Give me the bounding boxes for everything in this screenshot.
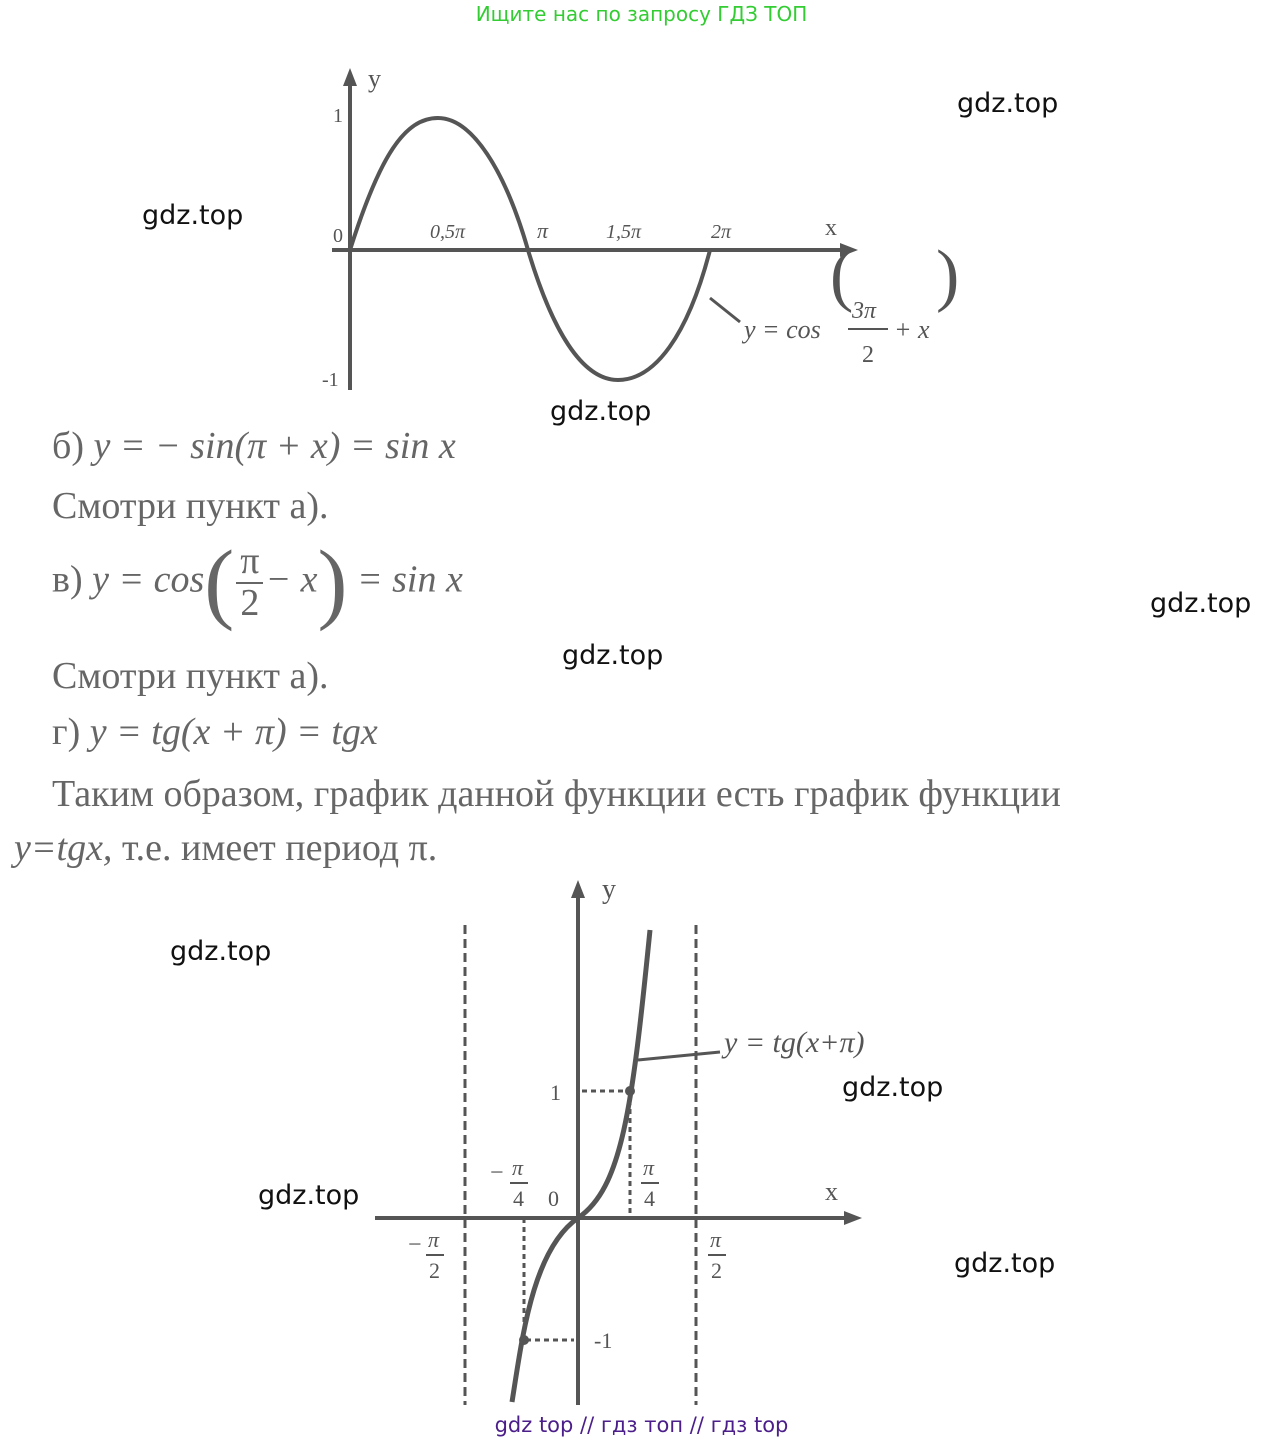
- tick-minus-pi-over-4: [490, 1155, 528, 1211]
- den-label: 4: [513, 1186, 524, 1211]
- den-label: 2: [429, 1258, 440, 1283]
- y-tick-minus-1: -1: [322, 369, 339, 391]
- top-banner[interactable]: Ищите нас по запросу ГДЗ ТОП: [475, 2, 808, 26]
- watermark: gdz.top: [170, 936, 272, 967]
- origin-label: 0: [333, 225, 343, 247]
- item-v-note: Смотри пункт а).: [52, 655, 329, 697]
- curve-label-suffix: + x: [894, 315, 930, 344]
- item-b-marker: б): [52, 425, 84, 467]
- watermark: gdz.top: [258, 1180, 360, 1211]
- watermark: gdz.top: [954, 1248, 1056, 1279]
- conclusion-math: y=tgx,: [14, 827, 113, 869]
- svg-text:(: (: [830, 237, 854, 314]
- x-tick-label: π: [537, 218, 549, 243]
- x-tick-label: 2π: [711, 221, 732, 243]
- svg-text:): ): [936, 237, 960, 314]
- curve-label-den: 2: [862, 342, 874, 368]
- item-b-formula: y = − sin(π + x) = sin x: [93, 425, 456, 467]
- pi-label: π: [643, 1155, 655, 1180]
- pi-label: π: [710, 1227, 722, 1252]
- item-g-formula: y = tg(x + π) = tgx: [89, 711, 378, 753]
- conclusion-line-1: Таким образом, график данной функции есть график функции: [52, 773, 1061, 815]
- watermark: gdz.top: [550, 396, 652, 427]
- item-b-note: Смотри пункт а).: [52, 485, 329, 527]
- item-b: [52, 424, 456, 468]
- watermark: gdz.top: [957, 88, 1059, 119]
- curve-label-num: 3π: [852, 298, 877, 324]
- conclusion-line-2: [14, 826, 437, 870]
- tangent-curve-label: y = tg(x+π): [724, 1026, 865, 1059]
- pi-label: π: [428, 1227, 440, 1252]
- den-label: 4: [644, 1186, 655, 1211]
- den-label: 2: [711, 1258, 722, 1283]
- tangent-graph: [360, 870, 920, 1410]
- y-tick-1: 1: [550, 1080, 561, 1105]
- curve-label-prefix: y = cos: [744, 315, 821, 344]
- bottom-bar[interactable]: gdz top // гдз топ // гдз top: [494, 1413, 789, 1437]
- item-v-den: 2: [240, 582, 260, 624]
- x-axis-label: x: [825, 1177, 838, 1206]
- watermark: gdz.top: [562, 640, 664, 671]
- x-axis-arrow: [844, 1211, 862, 1225]
- y-tick-1: 1: [333, 105, 343, 127]
- origin-label: 0: [548, 1186, 559, 1211]
- y-axis-label: y: [368, 64, 381, 93]
- item-v-formula-pre: y = cos: [92, 558, 205, 601]
- y-tick-minus-1: -1: [594, 1328, 613, 1353]
- cosine-graph: [300, 60, 980, 400]
- watermark: gdz.top: [842, 1072, 944, 1103]
- watermark: gdz.top: [1150, 588, 1252, 619]
- curve-pointer: [710, 298, 740, 322]
- watermark: gdz.top: [142, 200, 244, 231]
- pi-label: π: [512, 1155, 524, 1180]
- x-axis-label: x: [825, 215, 837, 241]
- conclusion-text: т.е. имеет период π.: [121, 827, 438, 869]
- curve-pointer: [638, 1052, 720, 1060]
- y-axis-label: y: [602, 874, 616, 905]
- x-tick-label: 0,5π: [430, 221, 466, 243]
- item-v-num: π: [236, 542, 263, 584]
- item-v: в) y = cos( $\frac{\pi}{2}$ − x) = sin x: [52, 533, 463, 632]
- tick-minus-pi-over-2: [408, 1227, 444, 1283]
- point-pi4-1: [625, 1086, 635, 1096]
- item-g: [52, 710, 378, 754]
- item-g-marker: г): [52, 711, 81, 753]
- item-v-marker: в): [52, 558, 83, 601]
- minus-sign: −: [490, 1160, 504, 1186]
- point-mpi4-m1: [519, 1335, 529, 1345]
- y-axis-arrow: [571, 880, 585, 898]
- item-v-formula-post: = sin x: [356, 558, 463, 601]
- item-v-formula-mid: − x: [265, 558, 318, 601]
- x-tick-label: 1,5π: [606, 221, 642, 243]
- curve-label: [741, 237, 959, 368]
- tick-pi-over-4: [641, 1155, 659, 1211]
- minus-sign: −: [408, 1232, 422, 1258]
- y-axis-arrow: [343, 68, 357, 86]
- tick-pi-over-2: [708, 1227, 726, 1283]
